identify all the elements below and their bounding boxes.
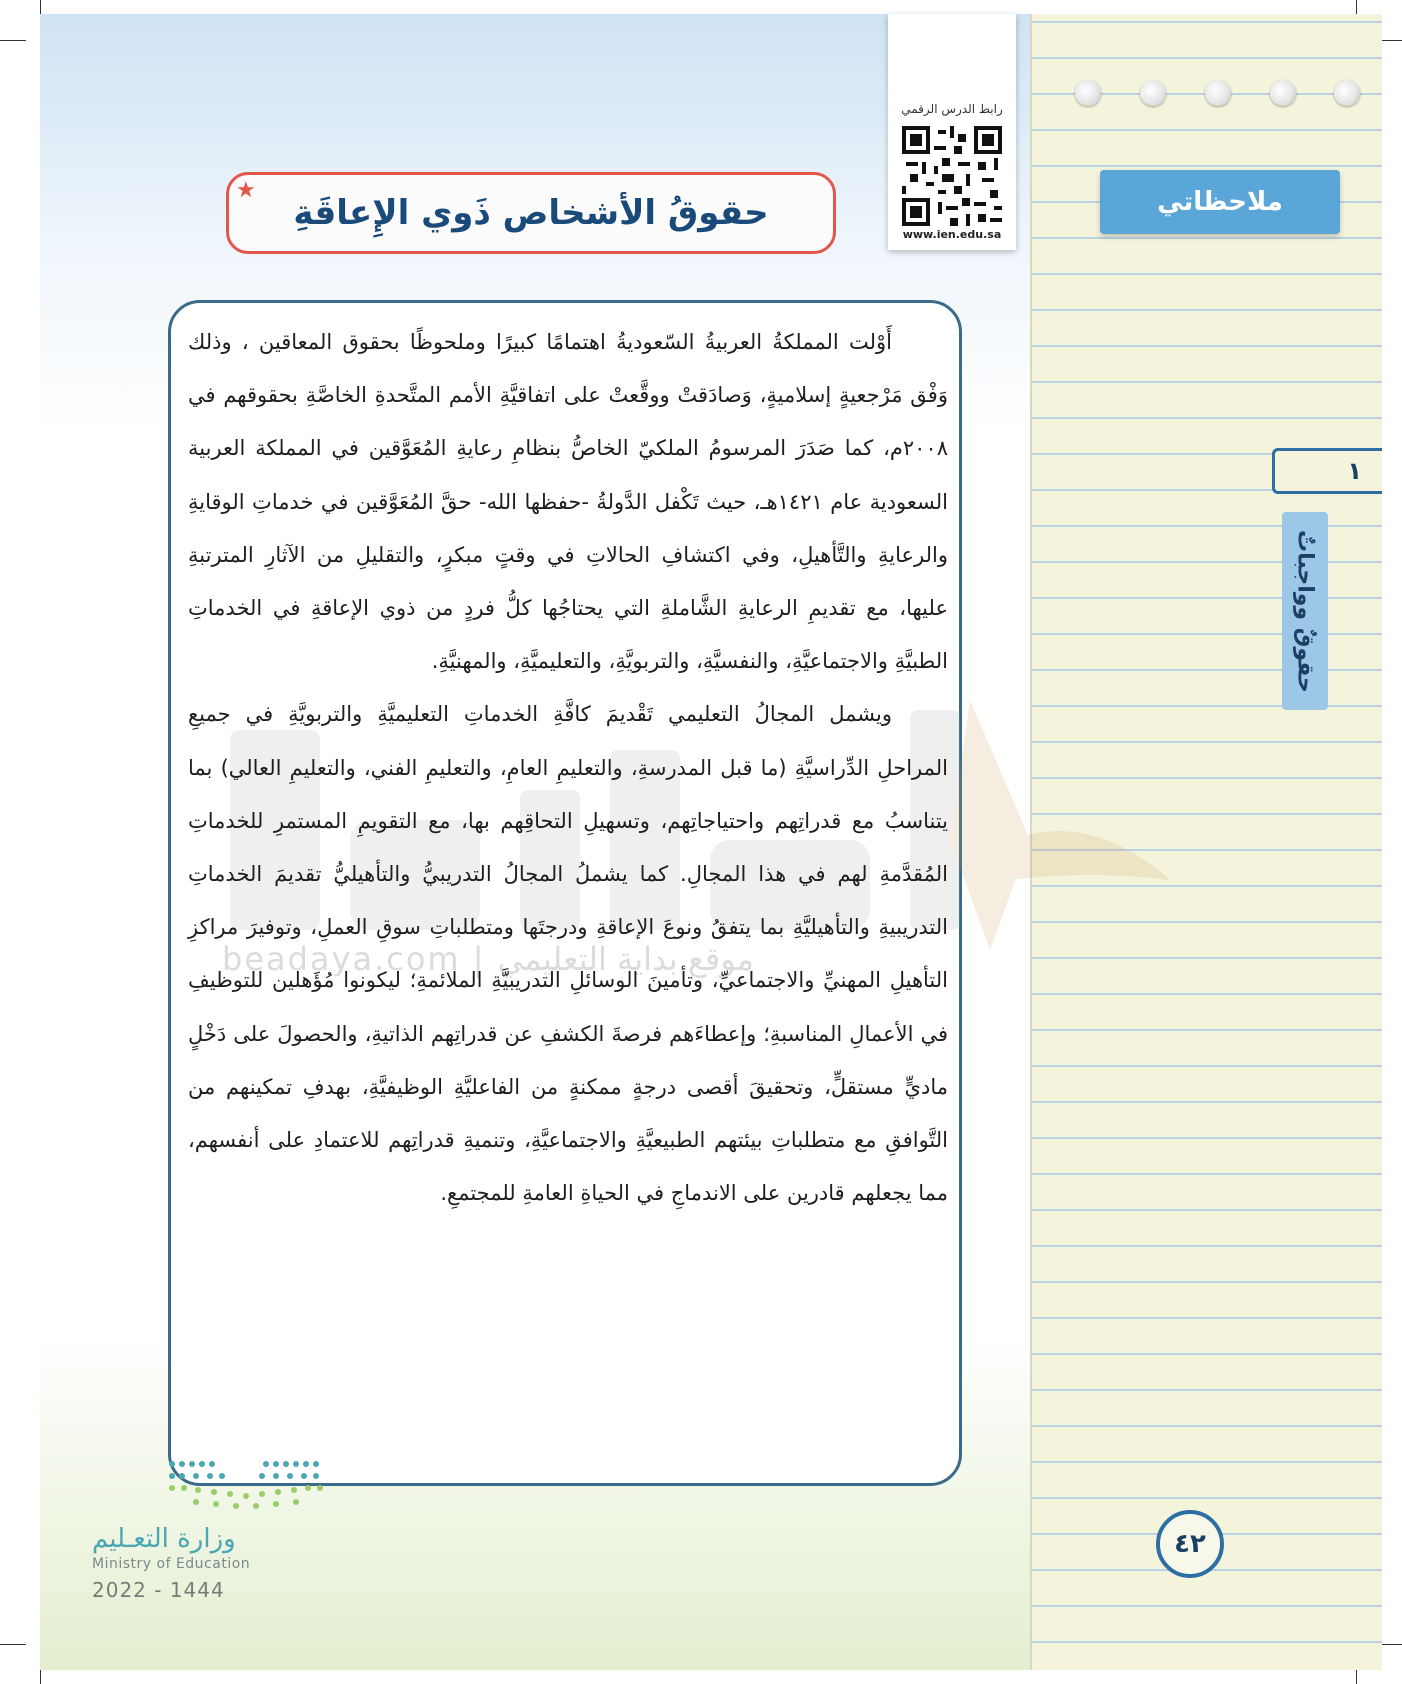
unit-title: حقوقٌ وواجباتٌ	[1292, 529, 1318, 693]
qr-card[interactable]	[888, 14, 1016, 250]
paragraph: ويشمل المجالُ التعليمي تَقْديمَ كافَّةِ الخدماتِ التعليميَّةِ والتربويَّةِ في جميعِ المراحلِ الدِّراسيَّةِ (ما قبل المدرسةِ، والتعليمِ العامِ، والتعليمِ الفني، والتعليمِ العالي) بما يتناسبُ مع قدراتِهم واحتياجاتِهم، وتسهيلِ التحاقِهم بها، مع التقويمِ المستمرِ للخدماتِ المُقدَّمةِ لهم في هذا المجالِ. كما يشملُ المجالُ التدريبيُّ والتأهيليُّ تقديمَ الخدماتِ التدريبيةِ والتأهيليَّةِ بما يتفقُ ونوعَ الإعاقةِ ودرجتَها ومتطلباتِ سوقِ العملِ، وتوفيرَ مراكزِ التأهيلِ المهنيِّ والاجتماعيِّ، وتأمينَ الوسائلِ التدريبيَّةِ الملائمةِ؛ ليكونوا مُؤَهلين للتوظيفِ في الأعمالِ المناسبةِ؛ وإعطاءَهم فرصةَ الكشفِ عن قدراتِهم الذاتيةِ، والحصولَ على دَخْلٍ ماديٍّ مستقلٍّ، وتحقيقَ أقصى درجةٍ ممكنةٍ من الفاعليَّةِ الوظيفيَّةِ، بهدفِ تمكينهم من التَّوافقِ مع متطلباتِ بيئتهم الطبيعيَّةِ والاجتماعيَّةِ، وتنميةِ قدراتِهم للاعتمادِ على أنفسهم، مما يجعلهم قادرين على الاندماجِ في الحياةِ العامةِ للمجتمعِ.	[188, 702, 948, 1206]
qr-caption: رابط الدرس الرقمي	[901, 102, 1003, 116]
notes-strip	[1030, 14, 1382, 1670]
lesson-body	[188, 316, 948, 1220]
binder-ring	[1205, 80, 1231, 106]
crop-mark	[0, 1644, 26, 1645]
unit-number: ١	[1272, 448, 1382, 494]
notes-tab: ملاحظاتي	[1100, 170, 1340, 234]
binder-ring	[1140, 80, 1166, 106]
binder-ring	[1075, 80, 1101, 106]
watermark-url: beadaya.com | موقع بداية التعليمي	[222, 940, 754, 978]
binder-ring	[1334, 80, 1360, 106]
paragraph: أَوْلت المملكةُ العربيةُ السّعوديةُ اهتمامًا كبيرًا وملحوظًا بحقوق المعاقين ، وذلك وَفْق مَرْجعيةٍ إسلاميةٍ، وَصادَقتْ ووقَّعتْ على اتفاقيَّةِ الأمم المتَّحدةِ الخاصَّةِ بحقوقهم في ٢٠٠٨م، كما صَدَرَ المرسومُ الملكيّ الخاصُّ بنظامِ رعايةِ المُعَوَّقين في المملكة العربية السعودية عام ١٤٢١هـ، حيث تَكْفل الدَّولةُ -حفظها الله- حقَّ المُعَوَّقين في خدماتِ الوقايةِ والرعايةِ والتَّأهيلِ، وفي اكتشافِ الحالاتِ في وقتٍ مبكرٍ، والتقليلِ من الآثارِ المترتبةِ عليها، مع تقديمِ الرعايةِ الشَّاملةِ التي يحتاجُها كلُّ فردٍ من ذوي الإعاقةِ في الخدماتِ الطبيَّةِ والاجتماعيَّةِ، والنفسيَّةِ، والتربويَّةِ، والتعليميَّةِ، والمهنيَّةِ.	[188, 330, 948, 674]
binder-ring	[1270, 80, 1296, 106]
qr-url[interactable]: www.ien.edu.sa	[902, 228, 1002, 241]
unit-title-tab	[1282, 512, 1328, 710]
page-number: ٤٢	[1156, 1510, 1224, 1578]
crop-mark	[0, 40, 26, 41]
qr-code-icon[interactable]	[902, 126, 1002, 226]
ministry-logo-icon	[166, 1456, 326, 1512]
ministry-name-arabic: وزارة التعـليم	[92, 1524, 236, 1554]
lesson-title: حقوقُ الأشخاص ذَوي الإِعاقَةِ	[293, 193, 769, 233]
edition-year: 2022 - 1444	[92, 1578, 225, 1602]
star-icon: ★	[236, 178, 256, 203]
ministry-name-english: Ministry of Education	[92, 1556, 251, 1572]
lesson-title-box	[226, 172, 836, 254]
